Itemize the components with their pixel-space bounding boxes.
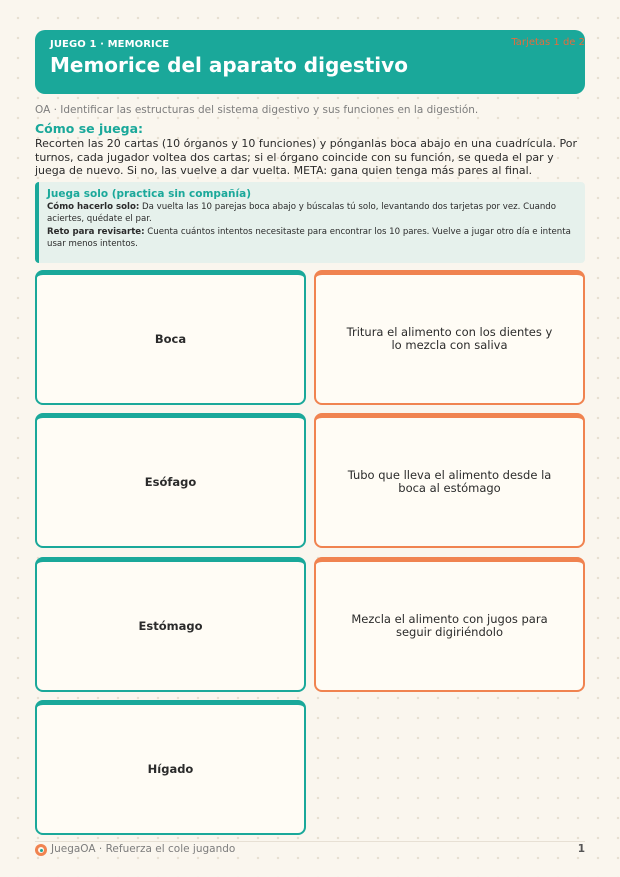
solo-how-line bbox=[47, 202, 575, 225]
function-card-label: Mezcla el alimento con jugos para seguir digiriéndolo bbox=[351, 612, 548, 639]
page-number: 1 bbox=[577, 843, 585, 855]
howto-instructions: Recorten las 20 cartas (10 órganos y 10 funciones) y pónganlas boca abajo en una cuadrícula. Por turnos, cada jugador voltea dos cartas; si el órgano coincide con su función, se queda el par y juega de nuevo. Si no, las vuelve a dar vuelta. META: gana quien tenga más pares al final. bbox=[35, 137, 577, 177]
footer-divider bbox=[35, 841, 585, 842]
function-card-label: Tritura el alimento con los dientes y lo mezcla con saliva bbox=[346, 325, 553, 352]
organ-card-label: Boca bbox=[154, 331, 187, 346]
organ-card-esofago bbox=[35, 413, 306, 548]
solo-heading: Juega solo (practica sin compañía) bbox=[47, 188, 251, 200]
header-banner bbox=[35, 30, 585, 94]
function-card-boca bbox=[314, 270, 585, 405]
card-page-counter: Tarjetas 1 de 2 bbox=[511, 37, 585, 48]
brand-logo-icon bbox=[35, 844, 47, 856]
organ-card-label: Esófago bbox=[144, 474, 197, 489]
solo-play-box bbox=[35, 182, 585, 263]
learning-objective: OA · Identificar las estructuras del sistema digestivo y sus funciones en la digestión. bbox=[35, 104, 479, 116]
solo-challenge-line bbox=[47, 227, 575, 250]
function-card-estomago bbox=[314, 557, 585, 692]
game-label: JUEGO 1 · MEMORICE bbox=[50, 39, 170, 50]
organ-card-estomago bbox=[35, 557, 306, 692]
footer-brand: JuegaOA · Refuerza el cole jugando bbox=[51, 843, 236, 855]
organ-card-higado bbox=[35, 700, 306, 835]
solo-how-label: Cómo hacerlo solo: bbox=[47, 202, 140, 212]
page-title: Memorice del aparato digestivo bbox=[50, 53, 408, 77]
solo-challenge-label: Reto para revisarte: bbox=[47, 227, 145, 237]
function-card-label: Tubo que lleva el alimento desde la boca al estómago bbox=[347, 468, 552, 495]
function-card-esofago bbox=[314, 413, 585, 548]
organ-card-label: Estómago bbox=[138, 618, 203, 633]
organ-card-boca bbox=[35, 270, 306, 405]
howto-heading: Cómo se juega: bbox=[35, 121, 144, 136]
organ-card-label: Hígado bbox=[147, 761, 194, 776]
solo-how-text: Da vuelta las 10 parejas boca abajo y búscalas tú solo, levantando dos tarjetas por vez. Cuando aciertes, quédate el par. bbox=[47, 202, 557, 224]
solo-challenge-text: Cuenta cuántos intentos necesitaste para encontrar los 10 pares. Vuelve a jugar otro día e intenta usar menos intentos. bbox=[47, 227, 571, 249]
